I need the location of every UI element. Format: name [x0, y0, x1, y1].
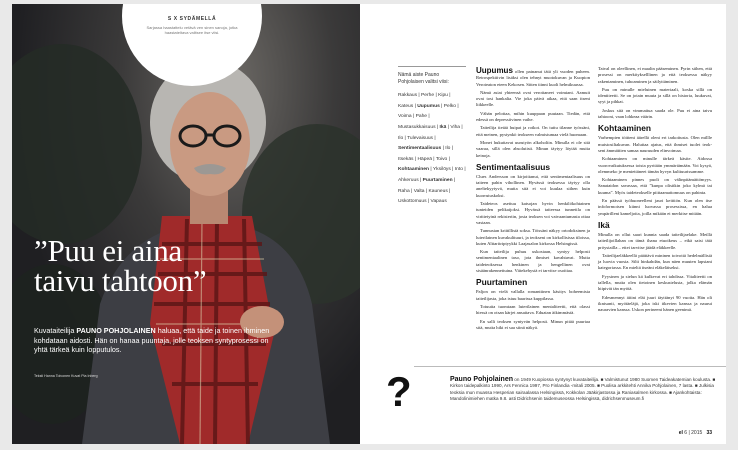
word-list-item: Viha — [450, 124, 461, 130]
paragraph: Paljon on vielä vallalla romanttinen käsitys boheemista taiteilijasta, joka istuu baarissa kuppilassa. — [476, 289, 590, 301]
word-list-item: Into — [454, 167, 463, 173]
paragraph: Totuutta tuomtaan luterilainen mentaliteetti, että olasst hiessä on otsan kärjet ansaitava. Eduatan äikimmästä. — [476, 303, 590, 316]
sidebar-intro: Nämä aiste Pauno Pohjolaisen valitsi viisi: — [398, 72, 449, 85]
paragraph: Varhempien töitteni äärellä oleni eri tarkoitusta. Olen millle muistosiltakuvan. Haluttaa ajatus, että ihmiset tuolet teok-seni ämmättien samaa nauruuden elinvoimaa. — [598, 135, 712, 153]
word-list-item: Kateus — [398, 103, 414, 109]
word-list-item: Toivo — [435, 156, 448, 162]
paragraph: Taiteilijaeläkkeellä päättävä mininen toivottä hedelmällisiä ja luovia vuosia. Silti hinkahdän, kun näen muuten lapsiani kategoriassa. En mieltä itseäni eläkeläiseksi. — [598, 252, 712, 271]
word-list-item: Ilo — [445, 146, 451, 152]
word-list-item: Itsekäs — [398, 156, 414, 162]
paragraph: Nämä asiat yhteensä ovat verottaneet voimiani. Aamuit ovat tosi hankalia. Vie joka päivä aikaa, että saan itseni liikkeelle. — [476, 89, 590, 108]
bio-name: Pauno Pohjolainen — [450, 376, 514, 383]
section-heading: Puurtaminen — [476, 277, 528, 288]
word-list-item: Pahe — [415, 114, 428, 120]
article-lead — [34, 326, 284, 355]
paragraph: Fyysinen ja sielun kä kulkevat eri tahdissa. Vitaliteetti on tallella, mutta olen tietoinen keskustelusta, jolka elämän hiipivät tän myötä. — [598, 273, 712, 292]
word-list-item: Kauneus — [428, 188, 448, 194]
title-line-1: ”Puu ei aina — [34, 233, 182, 268]
paragraph: Clues Andersson on kirjoittanut, että sentimentaalisuus on taiteen pahin vihollinen. Hyvässä teoksessa täytyy olla aneltekyytyvä, mutta sitä ei voi kuulaa siihen kuin kuorrutuskoksi. — [476, 173, 590, 198]
paragraph: Monet hukuttavat uurutyön alkoholiin. Minulla ei ole sitä vaaraa, sillä olen absolutisti. Minun täytyy löytää muita keinoja. — [476, 139, 590, 158]
bio-text — [450, 377, 726, 403]
sidebar-rule — [398, 66, 466, 67]
word-list-item: Yksilöys — [432, 167, 451, 173]
section-heading: Ikä — [598, 219, 610, 230]
paragraph: Taival on oleellinen, ei maalin pääseminen. Pyrin siihen, että prosessi on merkitykselllinen ja että teoksessa näkyy rakentaminen, tuhoaminen ja säilyttäminen. — [598, 66, 712, 84]
word-list-item: Uskottomuus — [398, 199, 427, 205]
paragraph: Taideteos asettuu katsojan hyvin henkilökohtainen tunteiden pelikaijoksi. Hyvässä taiteessa tunnetila on virittetyinä rekisteriin, josta teoksen voi vaivaantumasta ottaa vastaan. — [476, 201, 590, 225]
word-list-item: Raha — [398, 188, 410, 194]
portrait-photo — [12, 4, 360, 444]
section-heading: Uupumus — [476, 66, 513, 75]
title-line-2: taivu tahtoon” — [34, 263, 207, 298]
word-list-item: Kipu — [438, 93, 448, 99]
paragraph: Taiteilija tietää huipat ja rotkot. On tuttu tilanne työssäni, että meinen, pystynkö teokseen valmistumaa vielä huomaan. — [476, 125, 590, 137]
word-list-item: Ilo — [398, 135, 404, 141]
word-list-item: Vapaus — [430, 199, 447, 205]
text-page — [384, 4, 726, 444]
word-list-item: Perhe — [421, 93, 435, 99]
question-mark-icon: ? — [386, 368, 412, 415]
lead-text: haluaa, että taide ja toinen ihminen kohdataan aidosti. Hän on hanaa puuntaja, jolle teoksen syntyprosessi on yhtä tärkeä kuin lopputulos. — [34, 326, 270, 355]
word-list-item: Puurtaminen — [422, 177, 453, 183]
word-list-item: Häpeä — [417, 156, 432, 162]
text-column-2 — [598, 66, 712, 316]
word-list-sidebar — [398, 66, 466, 208]
paragraph: Edesmennyt äitini eläi juuri täyttänyt 90 vuotta. Hän oli iknisanti, myötäeläjä, joka iski itkevien kanssa ja naurui nauravien kanssa. Uskon perineeni hänen geenimä. — [598, 294, 712, 313]
bio-body: on 1949 Kuopiossa syntynyt kuvataiteilija. ■ Valmistunut 1980 Suomen Taideakatemian koulusta. ■ Kirkon taidepalkinto 1990, Ars Fennica 1997, Pro Finlandia -mitali 2005. ■ Puolisa arkkitehti Annika Pohjolainen, 7 lasta. ■ Julkisia teoksia mun muassa Hesperian sairaalassa Helsingissä, Kokkolan Jääkirjastossa ja Raniasalmen kirkossa. ■ Ajankohtaista: Mandolinimiehen matka 9.8. asti Didrichsenin taidemuseossa Helsingissä, didrichsenmuseum.fi — [450, 377, 716, 402]
word-list-item: Valta — [413, 188, 425, 194]
word-list-item: Uupumus — [417, 103, 440, 109]
series-badge-text — [140, 16, 244, 35]
series-note: Sarjassa haastattelu vetävä ven sinen sanoja, jotka haastateltava valitsee itse viisi. — [146, 25, 238, 36]
word-list: Rakkaus | Perhe | Kipu | Kateus | Uupumus | Pelko | Voima | Pahe | Mustasukkaisuus | Ikä | Viha | Ilo | Tulevaisuus | Sentimentaalisuus | Ilo | Itsekäs | Häpeä | Toivo | Kohtaaminen | Yksilöys | Into | Ahkeruus | Puurtaminen | Raha | Valta | Kauneus | Uskottomuus | Vapaus — [398, 93, 466, 205]
paragraph: Tunnustan kriitillistä soksa. Töissäni näkyy ortodoksinen ja luterilainen kuvakulttuuri, ja teokseni on kirkollisissa tiloissa, kuten Alttaritriptyykki Laajasalon kirkossa Helsingissä. — [476, 228, 590, 246]
series-kicker: S X SYDÄMELLÄ — [167, 16, 217, 22]
text-column-1 — [476, 66, 590, 333]
issue-number: 6 | 2015 — [684, 430, 703, 436]
word-list-item: Sentimentaalisuus — [398, 146, 442, 152]
paragraph: Uupumus ollen painanut tätä yli vuoden puheen. Retrospektiivin lisäksi olen tehnyt muotokuvan ja Kuopion Veroteaton eteen Kekosen. Sitten tiinni kuoli helmikuussa. — [476, 66, 590, 87]
paragraph: Joskus sitä on vimmattua saada ole. Puu ei aina taivu tahtooni, vaan lohkeaa väärin. — [598, 107, 712, 120]
page-number: 33 — [706, 430, 712, 436]
word-list-item: Ikä — [439, 124, 447, 130]
photo-credits: Teksti Hanna Toivonen Kuvat Pia Inberg — [34, 374, 98, 378]
paragraph: Minulla on ollut saari kunnia saada taiteilijaelake. Meillä taiteilijoillahan on tämä ihana etuoikeus – eikä saisi tätä pröystailla – ettei tarvitse jäädä eläkkeelle. — [598, 231, 712, 250]
paragraph: Puu on minulle mieluinen materiaali, koska sillä on identiteetti. Se on jotain muuta ja sillä on historia, luukuvat, syyt ja pihkat. — [598, 86, 712, 105]
article-title — [34, 233, 360, 298]
paragraph: Kohtaaminen pinnes puoli on välinpitämättömyys. Sanataidon savassaa, että ”kunpa olisitkin joko kylmä tai kuuma”. Myös taideteokselle piittaamattomuus on pahinta. — [598, 177, 712, 195]
word-list-item: Mustasukkaisuus — [398, 124, 436, 130]
word-list-item: Kohtaaminen — [398, 167, 429, 173]
word-list-item: Rakkaus — [398, 93, 418, 99]
bio-box — [414, 366, 726, 403]
section-heading: Sentimentaalisuus — [476, 161, 551, 172]
magazine-spread — [12, 4, 726, 444]
word-list-item: Tulevaisuus — [407, 135, 433, 141]
lead-name: PAUNO POHJOLAINEN — [76, 326, 156, 335]
magazine-logo: el — [678, 430, 683, 436]
paragraph: Vähän pelottaa, mihin kuuppaan puutaan. Tiedän, että edessä on depressiivinen vaihe. — [476, 110, 590, 123]
section-heading: Kohtaaminen — [598, 123, 652, 134]
word-list-item: Ahkeruus — [398, 177, 419, 183]
paragraph: En salli teoksen syntyvän helposti. Minun pitää puurtaa sitä, mutta hiki ei saa siinä näkyä. — [476, 318, 590, 330]
lead-prefix: Kuvataiteilija — [34, 326, 77, 335]
paragraph: Kun taiteilija puhuu uskostaan, syntyy helposti sentimentaalinen taso, jota ihmiset kavahtavat. Mutta taideteoksessa henkinen ja hengellinen ovat sisäänrakennettuina. Viitekehystä ei tarvitse osoittaa. — [476, 249, 590, 274]
paragraph: En päässä työhuoneelleni jauri keittiön. Kun olen itse infoformoisen kiinni luovassa prosessissa, en halua ympärilleni kameljoita, joilla mikään ei merkitse mitään. — [598, 198, 712, 216]
paragraph: Kohtaaminen on minulle tärkeä käsite. Aidossa vuorovaikutuksessa toista pyritään ymmärtämään. Voi kysyä, olemmeko je meniettäneet tämän hyvyn kulttuurissamme. — [598, 156, 712, 174]
word-list-item: Voima — [398, 114, 412, 120]
page-footer — [679, 430, 712, 436]
word-list-item: Pelko — [443, 103, 457, 109]
